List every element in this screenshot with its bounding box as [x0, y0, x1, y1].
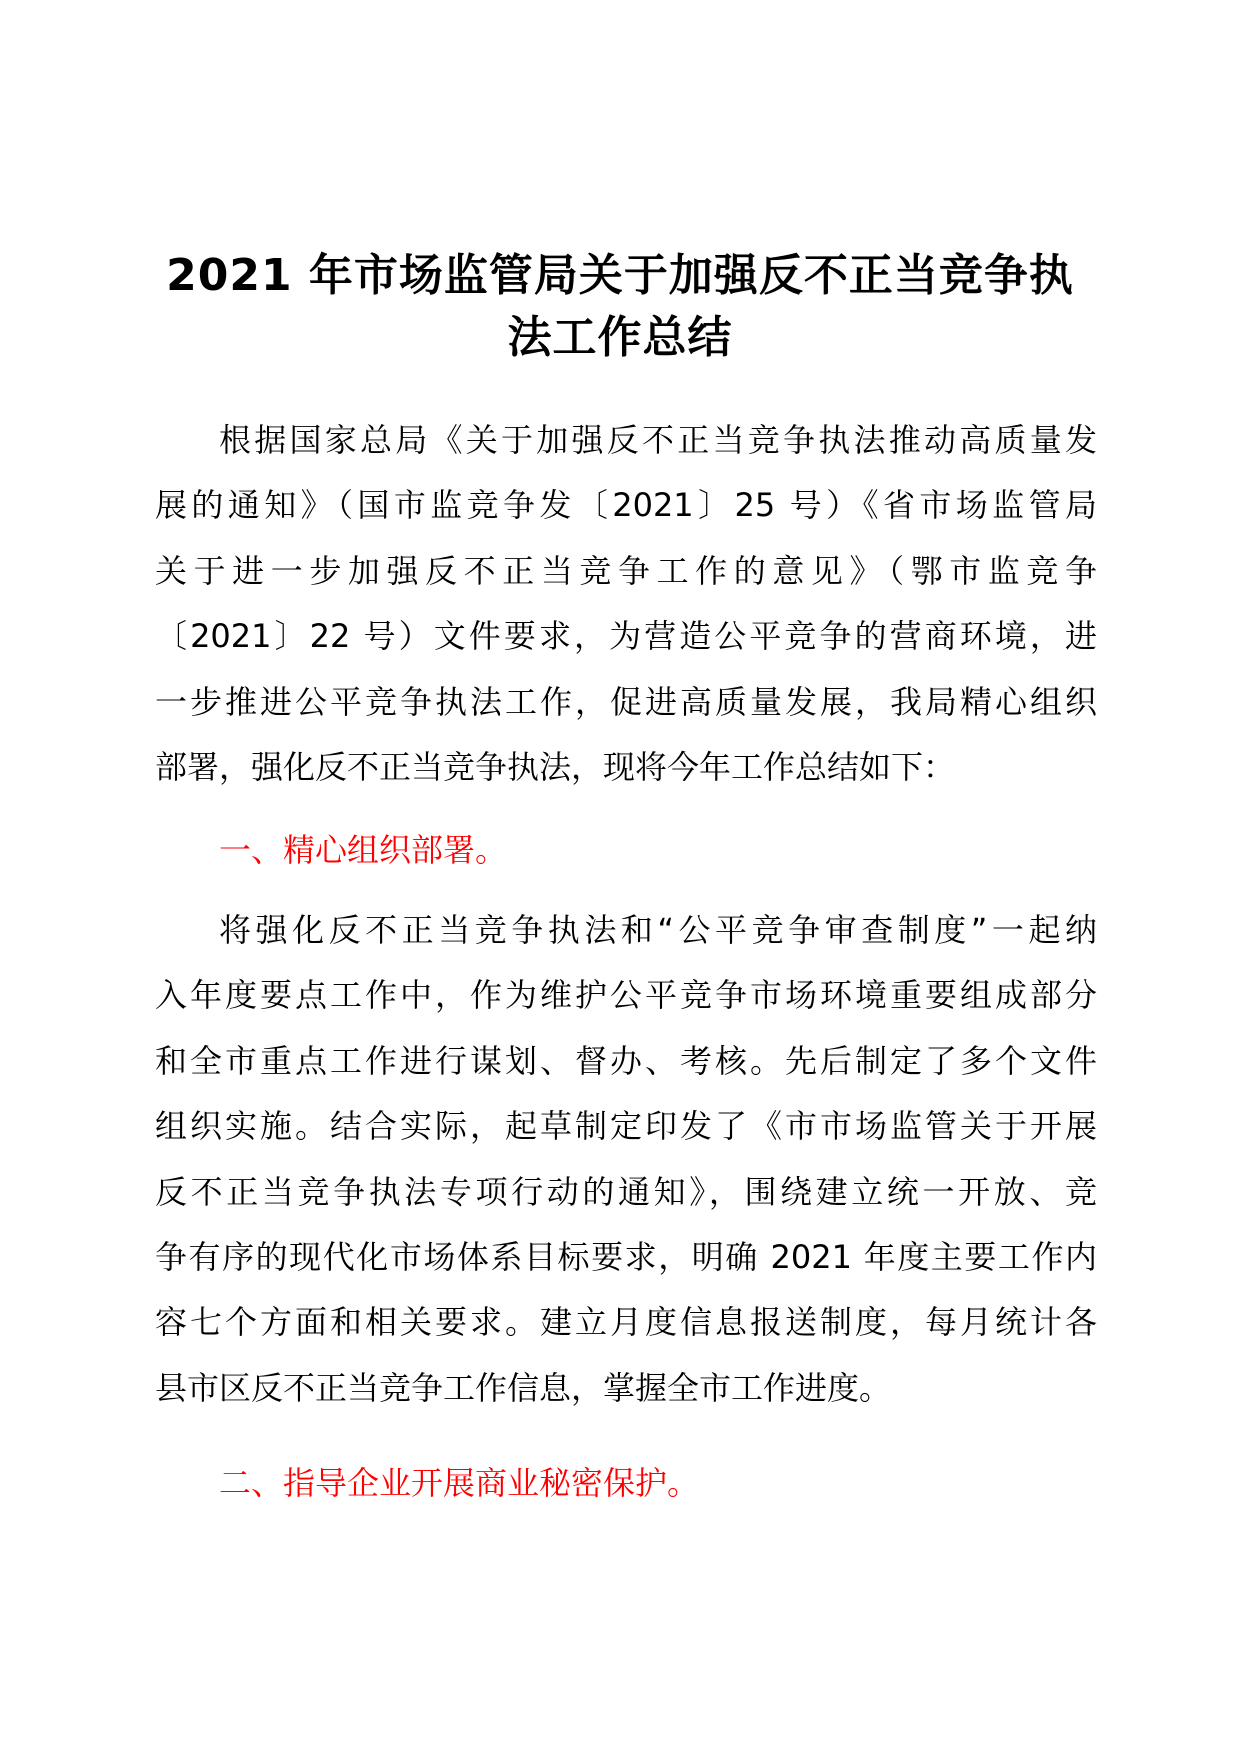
- text-line: 根据国家总局《关于加强反不正当竞争执法推动高质量发: [219, 421, 1097, 459]
- text-line: 将强化反不正当竞争执法和“公平竞争审查制度”一起纳: [219, 911, 1097, 949]
- text-line: 组织实施。结合实际，起草制定印发了《市市场监管关于开展: [155, 1107, 1097, 1146]
- intro-paragraph: [155, 408, 1097, 800]
- section-heading-1: [155, 818, 1097, 883]
- text-line: 展的通知》（国市监竞争发〔2021〕25 号）《省市场监管局: [155, 486, 1097, 525]
- section-heading-text: 二、指导企业开展商业秘密保护。: [219, 1464, 700, 1502]
- section-1-paragraph: [155, 898, 1097, 1421]
- title-line: 2021 年市场监管局关于加强反不正当竞争执: [166, 250, 1074, 301]
- section-heading-2: [155, 1451, 1097, 1516]
- text-line: 争有序的现代化市场体系目标要求，明确 2021 年度主要工作内: [155, 1237, 1097, 1276]
- text-line: 〔2021〕22 号）文件要求，为营造公平竞争的营商环境，进: [155, 617, 1097, 656]
- section-heading-text: 一、精心组织部署。: [219, 831, 508, 869]
- text-line: 入年度要点工作中，作为维护公平竞争市场环境重要组成部分: [155, 976, 1097, 1015]
- document-title: [150, 245, 1090, 369]
- title-line: 法工作总结: [507, 312, 733, 363]
- text-line: 反不正当竞争执法专项行动的通知》，围绕建立统一开放、竞: [155, 1172, 1097, 1211]
- text-line: 容七个方面和相关要求。建立月度信息报送制度，每月统计各: [155, 1303, 1097, 1342]
- text-line: 部署，强化反不正当竞争执法，现将今年工作总结如下：: [155, 747, 956, 786]
- text-line: 和全市重点工作进行谋划、督办、考核。先后制定了多个文件: [155, 1041, 1097, 1080]
- text-line: 一步推进公平竞争执法工作，促进高质量发展，我局精心组织: [155, 682, 1097, 721]
- text-line: 关于进一步加强反不正当竞争工作的意见》（鄂市监竞争: [155, 551, 1097, 590]
- text-line: 县市区反不正当竞争工作信息，掌握全市工作进度。: [155, 1368, 892, 1407]
